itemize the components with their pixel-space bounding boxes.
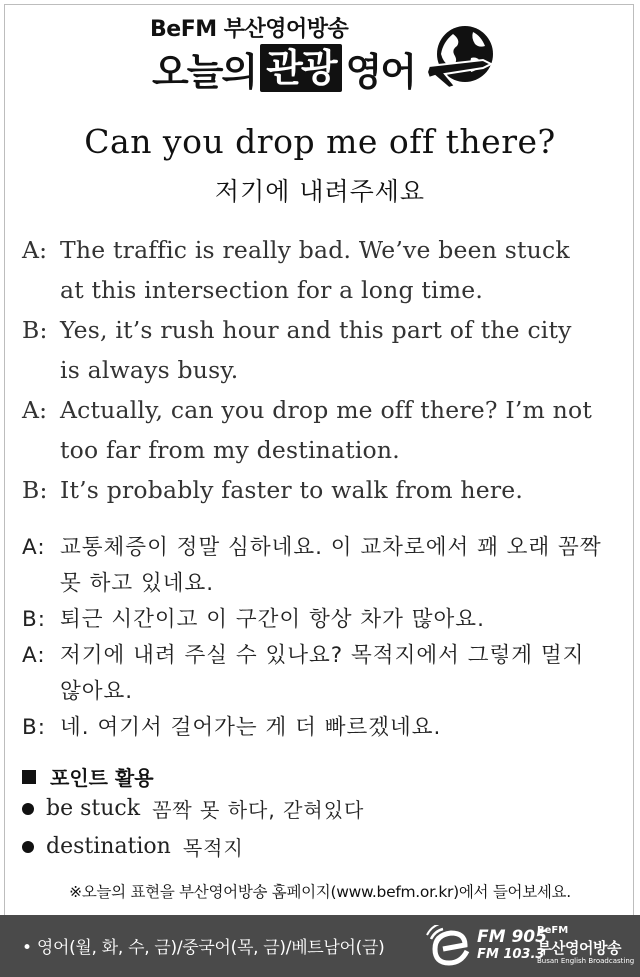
show-title-boxed: 관광 <box>260 44 341 92</box>
bullet-icon <box>22 841 34 853</box>
point-item <box>22 794 364 823</box>
brand-korean: 부산영어방송 <box>537 939 621 957</box>
brand-english: BeFM <box>537 925 569 936</box>
dialog-line: A: 저기에 내려 주실 수 있나요? 목적지에서 그렇게 멀지 <box>22 643 585 668</box>
station-name: BeFM 부산영어방송 <box>150 17 349 42</box>
dialog-line: B: Yes, it’s rush hour and this part of the city <box>22 316 572 344</box>
dialog-line: B: 퇴근 시간이고 이 구간이 항상 차가 많아요. <box>22 607 485 632</box>
dialog-line: A: Actually, can you drop me off there? I’m not <box>22 396 592 424</box>
website-note: ※오늘의 표현을 부산영어방송 홈페이지(www.befm.or.kr)에서 들어보세요. <box>69 883 571 901</box>
dialog-line: too far from my destination. <box>60 436 400 464</box>
dialog-line: at this intersection for a long time. <box>60 276 483 304</box>
dialog-line: 않아요. <box>60 679 134 704</box>
dialog-line: B: It’s probably faster to walk from here. <box>22 476 524 504</box>
point-item <box>22 832 244 861</box>
points-heading <box>22 762 154 791</box>
befm-logo <box>425 923 635 971</box>
show-title-prefix: 오늘의 <box>152 49 257 94</box>
befm-e-logo-icon <box>425 925 477 967</box>
bullet-icon <box>22 803 34 815</box>
dialog-line: A: 교통체증이 정말 심하네요. 이 교차로에서 꽤 오래 꼼짝 <box>22 535 602 560</box>
point-korean: 목적지 <box>182 836 244 860</box>
dialog-line: 못 하고 있네요. <box>60 571 215 596</box>
dialog-line: is always busy. <box>60 356 239 384</box>
dialog-line: B: 네. 여기서 걸어가는 게 더 빠르겠네요. <box>22 715 442 740</box>
points-heading-label: 포인트 활용 <box>50 766 154 790</box>
dialog-line: A: The traffic is really bad. We’ve been stuck <box>22 236 570 264</box>
show-title <box>152 44 415 92</box>
title-english: Can you drop me off there? <box>84 122 556 161</box>
footer-bar <box>0 915 640 977</box>
point-english: destination <box>46 834 171 859</box>
point-english: be stuck <box>46 796 141 821</box>
frequency-sub: FM 103.3 <box>477 947 545 962</box>
frequency-main: FM 905 <box>477 927 547 947</box>
show-title-suffix: 영어 <box>345 49 415 94</box>
square-bullet-icon <box>22 770 36 784</box>
header <box>0 0 640 110</box>
globe-airplane-icon <box>425 20 500 95</box>
brand-tagline: Busan English Broadcasting <box>537 957 635 965</box>
title-korean: 저기에 내려주세요 <box>214 177 426 206</box>
point-korean: 꼼짝 못 하다, 갇혀있다 <box>152 798 365 822</box>
broadcast-schedule: • 영어(월, 화, 수, 금)/중국어(목, 금)/베트남어(금) <box>22 938 385 958</box>
